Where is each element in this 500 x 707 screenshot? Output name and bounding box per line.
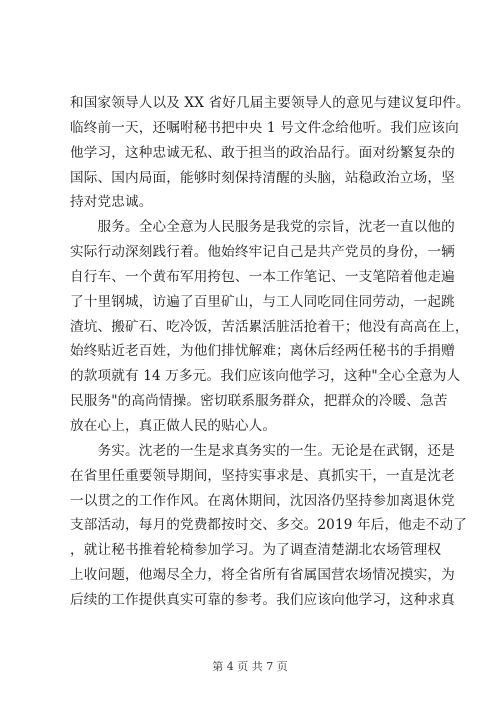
text-line: 实际行动深刻践行着。他始终牢记自己是共产党员的身份，一辆 [70,244,455,261]
text-line: 支部活动，每月的党费都按时交、多交。2019 年后，他走不动了 [70,517,468,534]
text-line: 民服务"的高尚情操。密切联系服务群众，把群众的冷暖、急苦 [70,393,448,410]
text-line: 放在心上，真正做人民的贴心人。 [70,417,277,434]
text-line: ，就让秘书推着轮椅参加学习。为了调查清楚湖北农场管理权 [70,542,442,559]
text-line: 和国家领导人以及 XX 省好几届主要领导人的意见与建议复印件。 [70,95,470,111]
text-line: 了十里钢城，访遍了百里矿山，与工人同吃同住同劳动，一起跳 [70,293,455,310]
text-line: 的款项就有 14 万多元。我们应该向他学习，这种"全心全意为人 [70,368,461,385]
text-line: 渣坑、搬矿石、吃冷饭，苦活累活脏活抢着干；他没有高高在上， [70,318,469,335]
text-line: 后续的工作提供真实可靠的参考。我们应该向他学习，这种求真 [70,591,455,608]
page-number-footer: 第 4 页 共 7 页 [212,660,288,673]
document-body [70,91,470,613]
text-line: 持对党忠诚。 [70,194,153,211]
text-line: 临终前一天，还嘱咐秘书把中央 1 号文件念给他听。我们应该向 [70,119,459,136]
text-line: 国际、国内局面，能够时刻保持清醒的头脑，站稳政治立场，坚 [70,169,455,186]
text-line: 务实。沈老的一生是求真务实的一生。无论是在武钢，还是 [70,442,455,459]
text-line: 始终贴近老百姓，为他们排忧解难；离休后经两任秘书的手捐赠 [70,343,455,360]
text-line: 服务。全心全意为人民服务是我党的宗旨，沈老一直以他的 [70,219,455,236]
text-line: 他学习，这种忠诚无私、敢于担当的政治品行。面对纷繁复杂的 [70,144,455,161]
text-line: 一以贯之的工作作风。在离休期间，沈因洛仍坚持参加离退休党 [70,492,455,509]
text-line: 在省里任重要领导期间，坚持实事求是、真抓实干，一直是沈老 [70,467,455,484]
text-line: 上收问题，他竭尽全力，将全省所有省属国营农场情况摸实，为 [70,567,455,584]
text-line: 自行车、一个黄布军用挎包、一本工作笔记、一支笔陪着他走遍 [70,268,455,285]
